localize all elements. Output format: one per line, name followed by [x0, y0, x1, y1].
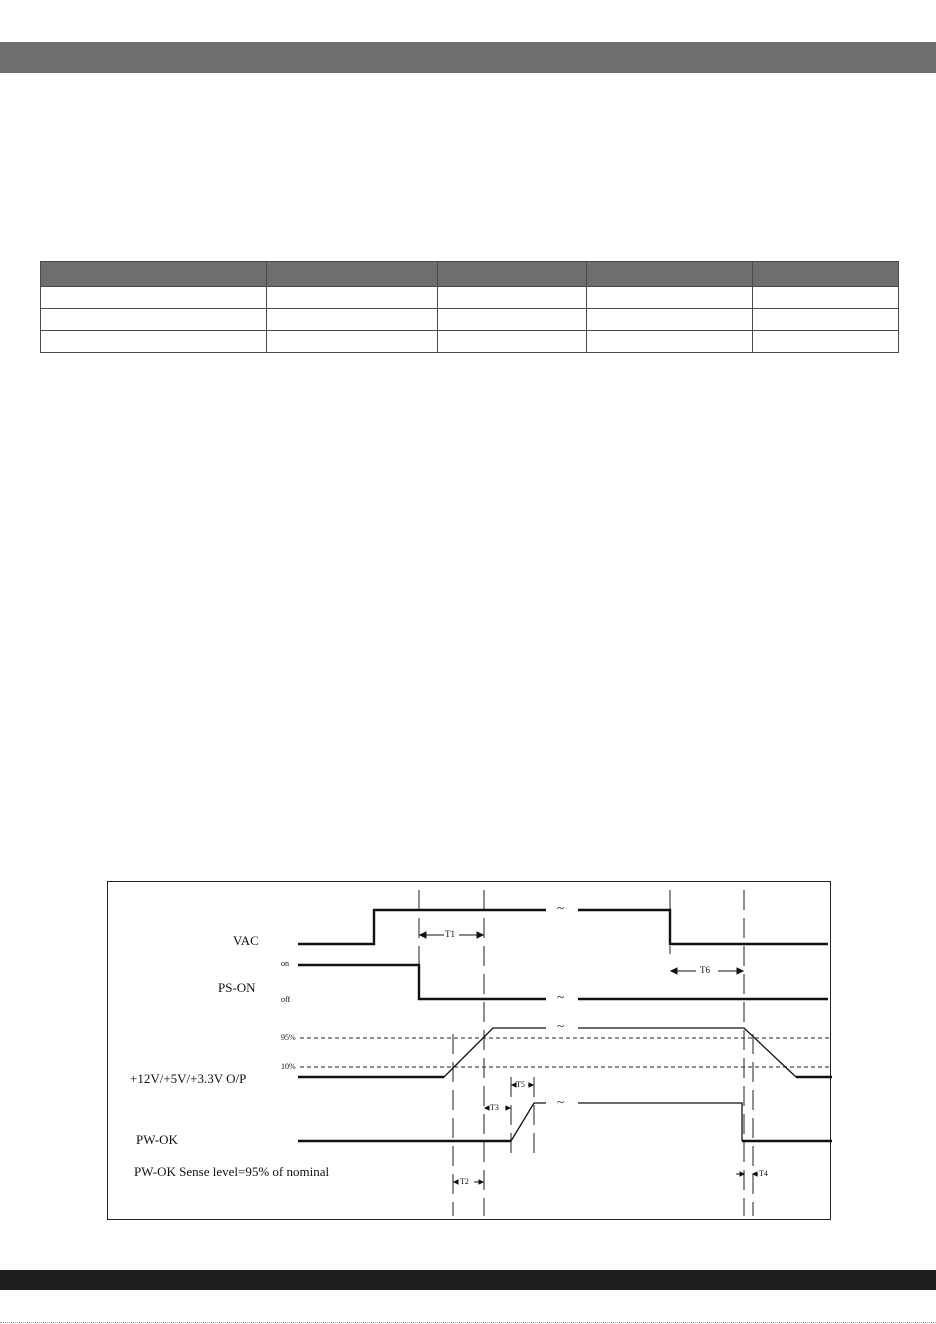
t3-arrowhead-left: [485, 1106, 489, 1110]
table-header-cell: [267, 262, 438, 287]
interval-label-t5: T5: [516, 1080, 525, 1089]
table-header-cell: [41, 262, 267, 287]
table-cell: [267, 309, 438, 331]
ps-on-state-off: off: [281, 995, 291, 1004]
table-cell: [587, 309, 753, 331]
table-cell: [41, 331, 267, 353]
ps-on-fall: [298, 965, 546, 999]
t6-arrowhead-left: [671, 968, 677, 974]
t5-arrowhead-right: [529, 1083, 533, 1087]
table-cell: [267, 287, 438, 309]
signal-label-ps-on: PS-ON: [218, 980, 256, 995]
bottom-rule: [0, 1322, 936, 1323]
break-mark: ~: [557, 900, 565, 915]
spec-table: [40, 261, 899, 353]
table-cell: [753, 287, 899, 309]
timing-markers: [419, 890, 753, 1216]
threshold-lines: [300, 1038, 832, 1067]
interval-label-t3: T3: [490, 1103, 499, 1112]
t2-arrowhead-left: [454, 1180, 458, 1184]
pw-ok-rise: [511, 1103, 546, 1141]
t3-arrowhead-right: [506, 1106, 510, 1110]
table-cell: [267, 331, 438, 353]
table-header-cell: [753, 262, 899, 287]
t1-arrowhead-left: [420, 932, 426, 938]
table-row: [41, 309, 899, 331]
table-cell: [587, 331, 753, 353]
table-row: [41, 331, 899, 353]
vac-waveform: [298, 910, 828, 944]
signal-label-pw-ok: PW-OK: [136, 1132, 178, 1147]
footer-bar: [0, 1270, 936, 1290]
table-cell: [438, 309, 587, 331]
break-mark: ~: [557, 989, 565, 1004]
signal-label-vac: VAC: [233, 933, 259, 948]
level-label-10: 10%: [281, 1062, 296, 1071]
output-rise: [444, 1028, 546, 1077]
t4-arrowhead-left: [740, 1172, 744, 1176]
break-mark: ~: [557, 1094, 565, 1109]
vac-rise: [298, 910, 546, 944]
pw-ok-high: [578, 1103, 742, 1141]
table-cell: [438, 287, 587, 309]
interval-label-t2: T2: [460, 1177, 469, 1186]
table-row: [41, 287, 899, 309]
ps-on-state-on: on: [281, 959, 289, 968]
level-label-95: 95%: [281, 1033, 296, 1042]
table-cell: [41, 287, 267, 309]
interval-label-t6: T6: [700, 965, 710, 975]
t6-arrowhead-right: [737, 968, 743, 974]
t2-arrowhead-right: [479, 1180, 483, 1184]
break-mark: ~: [557, 1018, 565, 1033]
interval-label-t4: T4: [759, 1169, 768, 1178]
interval-label-t1: T1: [445, 929, 455, 939]
table-header-cell: [587, 262, 753, 287]
output-fall: [578, 1028, 796, 1077]
t4-arrowhead-right: [753, 1172, 757, 1176]
signal-label-outputs: +12V/+5V/+3.3V O/P: [130, 1071, 247, 1086]
table-cell: [438, 331, 587, 353]
vac-fall: [578, 910, 828, 944]
table-cell: [587, 287, 753, 309]
output-waveform: [298, 1028, 832, 1077]
table-cell: [753, 309, 899, 331]
table-header-row: [41, 262, 899, 287]
table-cell: [753, 331, 899, 353]
pw-ok-sense-note: PW-OK Sense level=95% of nominal: [134, 1164, 330, 1179]
t1-arrowhead-right: [477, 932, 483, 938]
table-cell: [41, 309, 267, 331]
header-bar: [0, 42, 936, 73]
pw-ok-waveform: [298, 1103, 832, 1141]
timing-diagram: [107, 881, 831, 1220]
table-header-cell: [438, 262, 587, 287]
